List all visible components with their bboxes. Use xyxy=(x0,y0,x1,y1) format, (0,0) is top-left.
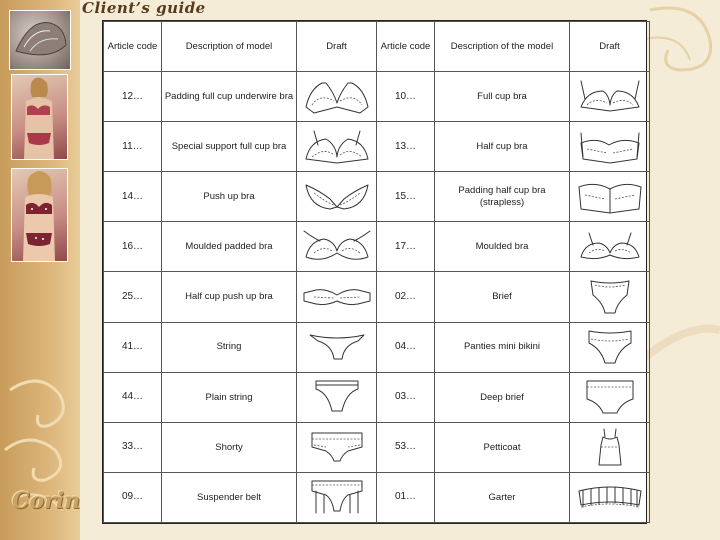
draft-shorty-drawing xyxy=(297,422,377,472)
model-description: Padding half cup bra (strapless) xyxy=(435,172,570,222)
table-row xyxy=(104,122,650,172)
draft-petticoat-drawing xyxy=(570,422,650,472)
model-description: Half cup bra xyxy=(435,122,570,172)
article-code: 13… xyxy=(377,122,435,172)
draft-deep-brief-drawing xyxy=(570,372,650,422)
model-description: Garter xyxy=(435,472,570,522)
article-code: 11… xyxy=(104,122,162,172)
brand-logo: Corin xyxy=(12,488,81,514)
draft-bra-pushup-drawing xyxy=(297,172,377,222)
article-code: 53… xyxy=(377,422,435,472)
article-code: 14… xyxy=(104,172,162,222)
draft-bra-moulded-padded-drawing xyxy=(297,222,377,272)
header-article-code-left: Article code xyxy=(104,22,162,72)
header-draft-right: Draft xyxy=(570,22,650,72)
model-description: Shorty xyxy=(162,422,297,472)
draft-brief-drawing xyxy=(570,272,650,322)
model-photo-dotted-set xyxy=(11,168,68,262)
article-code: 25… xyxy=(104,272,162,322)
page-title: Client’s guide xyxy=(82,0,206,17)
model-description: Special support full cup bra xyxy=(162,122,297,172)
model-description: Deep brief xyxy=(435,372,570,422)
draft-plain-string-drawing xyxy=(297,372,377,422)
article-code: 41… xyxy=(104,322,162,372)
header-description-left: Description of model xyxy=(162,22,297,72)
article-code: 03… xyxy=(377,372,435,422)
model-description: Petticoat xyxy=(435,422,570,472)
draft-bra-padded-full-drawing xyxy=(297,72,377,122)
draft-bra-half-drawing xyxy=(570,122,650,172)
client-guide-table xyxy=(102,20,647,524)
article-code: 44… xyxy=(104,372,162,422)
bra-closeup-image xyxy=(10,11,70,69)
table-row xyxy=(104,472,650,522)
table-row xyxy=(104,272,650,322)
table-row xyxy=(104,372,650,422)
article-code: 10… xyxy=(377,72,435,122)
header-description-right: Description of the model xyxy=(435,22,570,72)
model-description: Full cup bra xyxy=(435,72,570,122)
model-description: Panties mini bikini xyxy=(435,322,570,372)
draft-suspender-belt-drawing xyxy=(297,472,377,522)
model-description: Suspender belt xyxy=(162,472,297,522)
article-code: 01… xyxy=(377,472,435,522)
table-row xyxy=(104,172,650,222)
model-figure-dotted xyxy=(12,169,67,261)
table-header-row xyxy=(104,22,650,72)
table-row xyxy=(104,222,650,272)
model-description: Plain string xyxy=(162,372,297,422)
model-description: Moulded bra xyxy=(435,222,570,272)
model-description: Moulded padded bra xyxy=(162,222,297,272)
draft-bra-bandeau-drawing xyxy=(297,272,377,322)
article-code: 09… xyxy=(104,472,162,522)
model-figure-red xyxy=(12,75,67,159)
model-description: Push up bra xyxy=(162,172,297,222)
article-code: 16… xyxy=(104,222,162,272)
draft-mini-bikini-drawing xyxy=(570,322,650,372)
draft-bra-moulded-drawing xyxy=(570,222,650,272)
article-code: 02… xyxy=(377,272,435,322)
model-photo-red-set xyxy=(11,74,68,160)
product-photo-bra-closeup xyxy=(9,10,71,70)
decorative-swirl xyxy=(0,370,80,540)
table-row xyxy=(104,322,650,372)
article-code: 04… xyxy=(377,322,435,372)
table-row xyxy=(104,422,650,472)
article-code: 17… xyxy=(377,222,435,272)
header-draft-left: Draft xyxy=(297,22,377,72)
draft-string-drawing xyxy=(297,322,377,372)
draft-bra-strapless-drawing xyxy=(570,172,650,222)
model-description: Padding full cup underwire bra xyxy=(162,72,297,122)
model-description: Brief xyxy=(435,272,570,322)
draft-bra-full-drawing xyxy=(570,72,650,122)
draft-bra-support-drawing xyxy=(297,122,377,172)
article-code: 15… xyxy=(377,172,435,222)
table-row xyxy=(104,72,650,122)
draft-garter-drawing xyxy=(570,472,650,522)
header-article-code-right: Article code xyxy=(377,22,435,72)
model-description: String xyxy=(162,322,297,372)
model-description: Half cup push up bra xyxy=(162,272,297,322)
article-code: 12… xyxy=(104,72,162,122)
article-code: 33… xyxy=(104,422,162,472)
